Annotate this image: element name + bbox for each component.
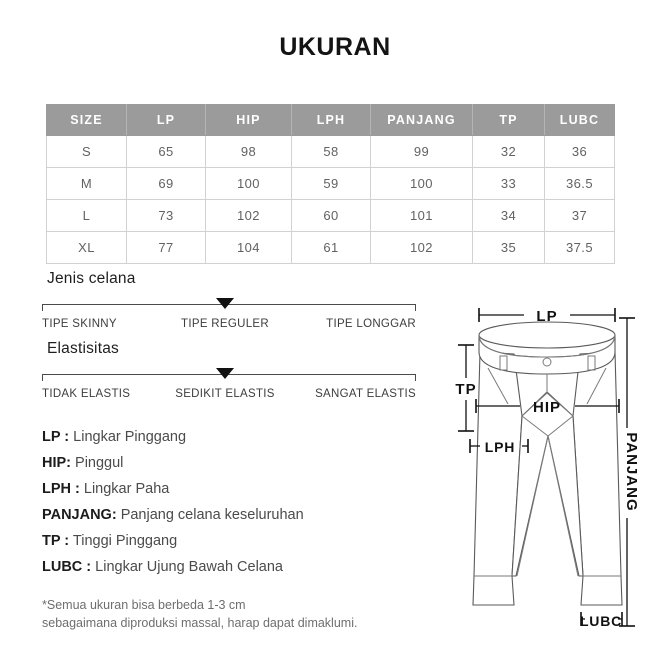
table-header-cell: HIP [206, 105, 292, 136]
dimension-tp [455, 345, 476, 431]
table-row [47, 200, 615, 232]
table-cell: 77 [127, 232, 206, 264]
table-header-cell: LPH [292, 105, 371, 136]
slider-cap-right [415, 304, 416, 311]
table-cell: 35 [473, 232, 545, 264]
table-cell: 61 [292, 232, 371, 264]
slider-labels [42, 388, 422, 404]
table-cell: 73 [127, 200, 206, 232]
pants-illustration [473, 322, 622, 605]
table-cell: L [47, 200, 127, 232]
table-header-row [47, 105, 615, 136]
footnote-line-2: sebagaimana diproduksi massal, harap dapat dimaklumi. [42, 616, 358, 630]
footnote-line-1: *Semua ukuran bisa berbeda 1-3 cm [42, 598, 246, 612]
dimension-lp [479, 308, 615, 325]
table-cell: 58 [292, 136, 371, 168]
legend-description: Lingkar Ujung Bawah Celana [95, 559, 283, 575]
table-cell: 60 [292, 200, 371, 232]
slider-marker-triangle-icon [216, 368, 234, 379]
slider-heading: Jenis celana [47, 270, 136, 287]
slider-jenis-celana [42, 270, 422, 334]
legend-term: LP : [42, 429, 70, 445]
table-cell: 33 [473, 168, 545, 200]
table-cell: 37 [545, 200, 615, 232]
dimension-label-tp: TP [455, 381, 477, 398]
table-cell: 100 [371, 168, 473, 200]
table-row [47, 136, 615, 168]
slider-track-wrap [42, 368, 422, 382]
dimension-label-lubc: LUBC [579, 613, 623, 629]
table-cell: XL [47, 232, 127, 264]
table-cell: 102 [206, 200, 292, 232]
table-header-cell: PANJANG [371, 105, 473, 136]
slider-cap-left [42, 374, 43, 381]
dimension-label-lph: LPH [484, 439, 516, 455]
slider-label-middle: TIPE REGULER [181, 318, 269, 330]
table-cell: 101 [371, 200, 473, 232]
legend-term: LUBC : [42, 559, 92, 575]
slider-cap-left [42, 304, 43, 311]
legend-item [42, 554, 392, 580]
abbreviation-legend [42, 424, 392, 580]
table-cell: 36 [545, 136, 615, 168]
legend-description: Pinggul [75, 455, 124, 471]
legend-term: PANJANG: [42, 507, 117, 523]
dimension-label-hip: HIP [532, 399, 562, 416]
table-header-cell: LP [127, 105, 206, 136]
slider-label-middle: SEDIKIT ELASTIS [175, 388, 275, 400]
table-row [47, 232, 615, 264]
dimension-lubc [580, 612, 622, 629]
legend-description: Lingkar Paha [83, 481, 170, 497]
table-cell: 65 [127, 136, 206, 168]
slider-marker-triangle-icon [216, 298, 234, 309]
slider-label-left: TIPE SKINNY [42, 318, 117, 330]
footnote [42, 596, 402, 632]
legend-description: Panjang celana keseluruhan [120, 507, 304, 523]
dimension-label-lp: LP [536, 308, 558, 325]
table-cell: 100 [206, 168, 292, 200]
slider-track-wrap [42, 298, 422, 312]
slider-cap-right [415, 374, 416, 381]
legend-item [42, 528, 392, 554]
table-cell: 32 [473, 136, 545, 168]
slider-elastisitas [42, 340, 422, 404]
table-header-cell: SIZE [47, 105, 127, 136]
table-cell: 98 [206, 136, 292, 168]
table-cell: 102 [371, 232, 473, 264]
slider-label-right: TIPE LONGGAR [326, 318, 416, 330]
table-cell: 59 [292, 168, 371, 200]
table-cell: 37.5 [545, 232, 615, 264]
table-header-cell: TP [473, 105, 545, 136]
dimension-label-panjang: PANJANG [623, 432, 640, 512]
table-header-cell: LUBC [545, 105, 615, 136]
legend-item [42, 476, 392, 502]
slider-labels [42, 318, 422, 334]
table-cell: 99 [371, 136, 473, 168]
legend-description: Lingkar Pinggang [73, 429, 187, 445]
legend-term: HIP: [42, 455, 71, 471]
table-cell: 104 [206, 232, 292, 264]
legend-item [42, 502, 392, 528]
table-cell: M [47, 168, 127, 200]
table-cell: 34 [473, 200, 545, 232]
pants-measurement-diagram [436, 296, 660, 648]
legend-term: LPH : [42, 481, 80, 497]
slider-label-left: TIDAK ELASTIS [42, 388, 131, 400]
page-title: UKURAN [279, 33, 391, 61]
size-chart-table [46, 104, 615, 264]
dimension-panjang [619, 318, 640, 626]
legend-item [42, 450, 392, 476]
table-cell: S [47, 136, 127, 168]
legend-description: Tinggi Pinggang [72, 533, 178, 549]
legend-term: TP : [42, 533, 70, 549]
legend-item [42, 424, 392, 450]
slider-label-right: SANGAT ELASTIS [315, 388, 416, 400]
slider-heading: Elastisitas [47, 340, 119, 357]
table-row [47, 168, 615, 200]
table-cell: 69 [127, 168, 206, 200]
table-cell: 36.5 [545, 168, 615, 200]
